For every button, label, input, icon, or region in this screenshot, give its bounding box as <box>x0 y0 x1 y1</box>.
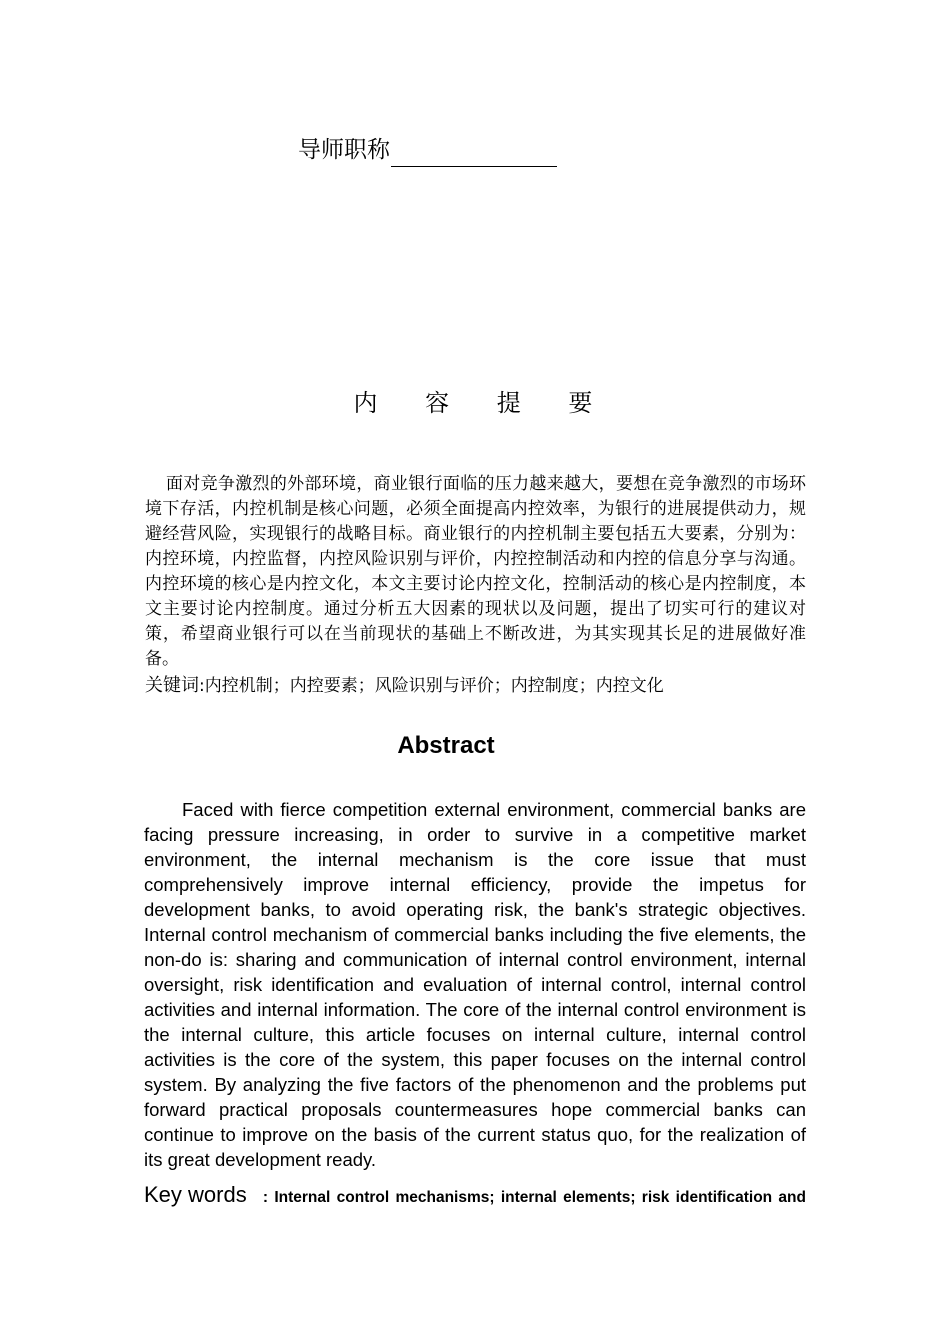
english-abstract-title: Abstract <box>397 732 495 759</box>
advisor-title-label: 导师职称 <box>298 137 390 163</box>
english-abstract-body: Faced with fierce competition external environment, commercial banks are facing pressure increasing, in order to survive in a competitive market environment, the internal mechanism is the core issue that must comprehensively improve internal efficiency, provide the impetus for development banks, to avoid operating risk, the bank's strategic objectives. Internal control mechanism of commercial banks including the five elements, the non-do is: sharing and communication of internal control environment, internal oversight, risk identification and evaluation of internal control, internal control activities and internal information. The core of the internal control environment is the internal culture, this article focuses on internal culture, internal control activities is the core of the system, this paper focuses on the internal control system. By analyzing the five factors of the phenomenon and the problems put forward practical proposals countermeasures hope commercial banks can continue to improve on the basis of the current status quo, for the realization of its great development ready. <box>144 799 806 1170</box>
chinese-abstract-body: 面对竞争激烈的外部环境，商业银行面临的压力越来越大，要想在竞争激烈的市场环境下存活，内控机制是核心问题，必须全面提高内控效率，为银行的进展提供动力，规避经营风险，实现银行的战略目标。商业银行的内控机制主要包括五大要素，分别为：内控环境，内控监督，内控风险识别与评价，内控控制活动和内控的信息分享与沟通。内控环境的核心是内控文化，本文主要讨论内控文化，控制活动的核心是内控制度，本文主要讨论内控制度。通过分析五大因素的现状以及问题，提出了切实可行的建议对策，希望商业银行可以在当前现状的基础上不断改进，为其实现其长足的进展做好准备。 <box>145 474 806 669</box>
english-keywords-text: : Internal control mechanisms; internal elements; risk identification and <box>262 1189 806 1206</box>
advisor-title-blank-line <box>391 140 557 167</box>
chinese-keywords <box>145 674 806 698</box>
chinese-abstract-title: 内 容 提 要 <box>353 389 613 417</box>
english-keywords-label: Key words <box>144 1182 247 1207</box>
advisor-title-field <box>298 133 557 167</box>
chinese-keywords-label: 关键词 <box>145 675 199 696</box>
english-keywords <box>144 1182 806 1208</box>
chinese-keywords-text: :内控机制；内控要素；风险识别与评价；内控制度；内控文化 <box>199 676 664 696</box>
